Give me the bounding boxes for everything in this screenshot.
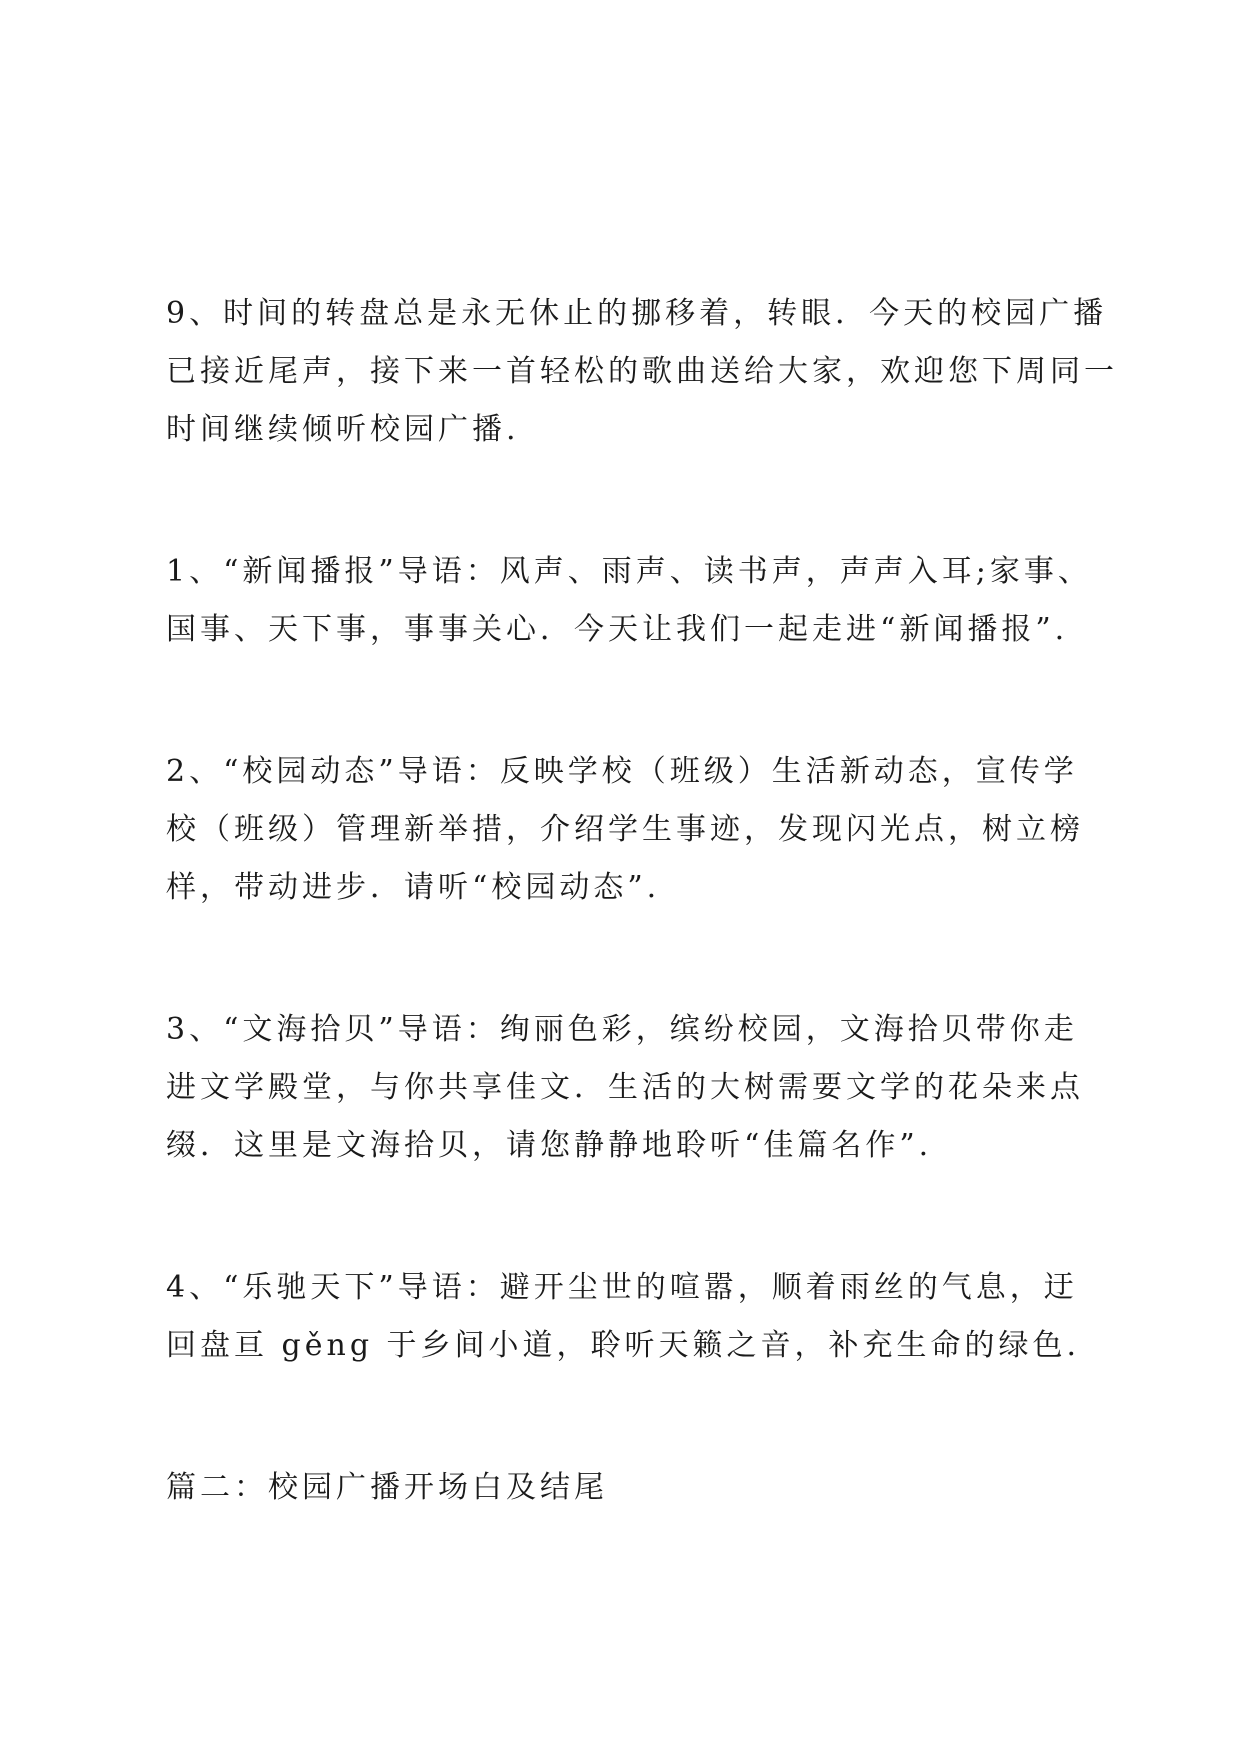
text-line: 时间继续倾听校园广播. [166, 412, 520, 447]
paragraph-news-intro [166, 543, 1096, 659]
text-line: 国事、天下事，事事关心．今天让我们一起走进“新闻播报”. [166, 612, 1069, 647]
text-line: 2、“校园动态”导语：反映学校（班级）生活新动态，宣传学 [166, 754, 1078, 789]
paragraph-literature-intro [166, 1001, 1096, 1175]
text-line: 已接近尾声，接下来一首轻松的歌曲送给大家，欢迎您下周同一 [166, 354, 1118, 389]
paragraph-music-intro [166, 1259, 1096, 1375]
section-heading [166, 1459, 1096, 1517]
text-line: 3、“文海拾贝”导语：绚丽色彩，缤纷校园，文海拾贝带你走 [166, 1012, 1078, 1047]
text-line: 1、“新闻播报”导语：风声、雨声、读书声，声声入耳;家事、 [166, 554, 1092, 589]
document-body [166, 285, 1118, 1607]
text-line: 回盘亘 gěng 于乡间小道，聆听天籁之音，补充生命的绿色. [166, 1328, 1081, 1363]
paragraph-campus-news-intro [166, 743, 1096, 917]
text-line: 进文学殿堂，与你共享佳文．生活的大树需要文学的花朵来点 [166, 1070, 1084, 1105]
text-line: 9、时间的转盘总是永无休止的挪移着，转眼．今天的校园广播 [166, 296, 1108, 331]
text-line: 缀．这里是文海拾贝，请您静静地聆听“佳篇名作”. [166, 1128, 933, 1163]
text-line: 样，带动进步．请听“校园动态”. [166, 870, 661, 905]
text-line: 篇二：校园广播开场白及结尾 [166, 1470, 608, 1505]
text-line: 4、“乐驰天下”导语：避开尘世的喧嚣，顺着雨丝的气息，迂 [166, 1270, 1078, 1305]
paragraph-closing-9 [166, 285, 1118, 459]
text-line: 校（班级）管理新举措，介绍学生事迹，发现闪光点，树立榜 [166, 812, 1084, 847]
